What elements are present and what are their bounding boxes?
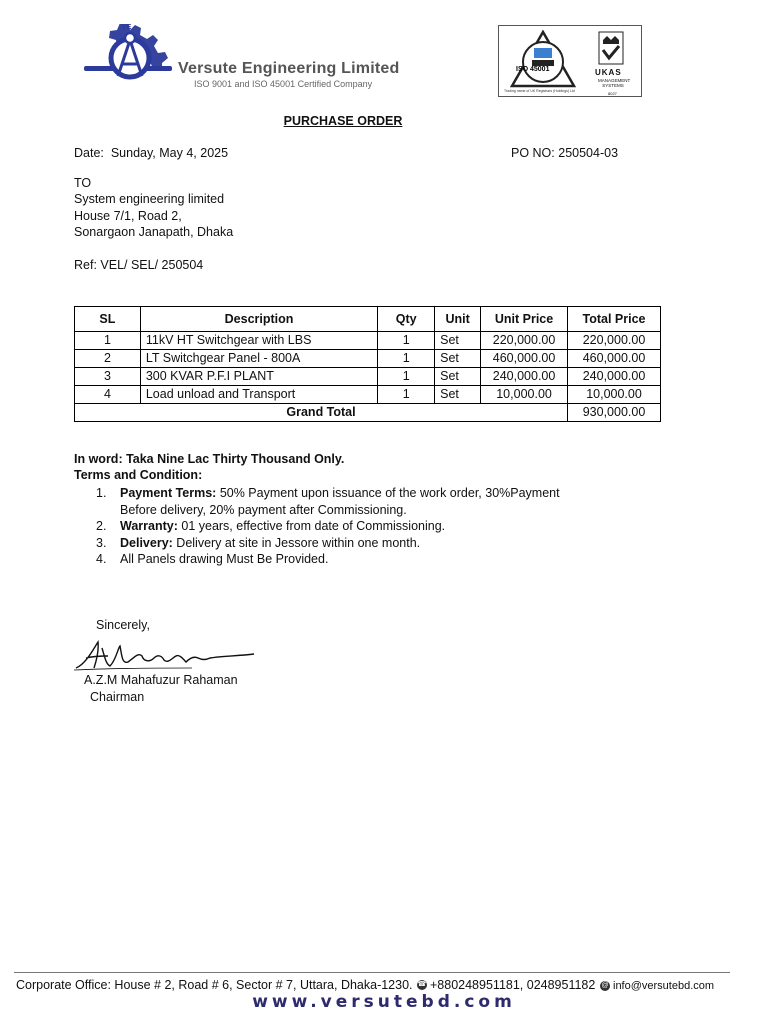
iso-label: ISO 45001	[516, 66, 550, 73]
cell-description: 300 KVAR P.F.I PLANT	[140, 368, 377, 386]
list-item	[96, 485, 596, 518]
cell-sl: 3	[75, 368, 141, 386]
term-body	[120, 551, 596, 568]
to-label: TO	[74, 176, 92, 190]
iso-fine-print: Trading name of UK Registrars (Holdings) Ltd	[504, 89, 575, 93]
term-text: 01 years, effective from date of Commissioning.	[177, 519, 446, 533]
signatory-name: A.Z.M Mahafuzur Rahaman	[84, 673, 238, 687]
ukas-subtitle: MANAGEMENT SYSTEMS	[598, 78, 631, 88]
grand-total-label: Grand Total	[75, 404, 568, 422]
cell-total-price: 240,000.00	[568, 368, 661, 386]
term-number: 4.	[96, 552, 107, 566]
footer-phone	[417, 978, 595, 992]
document-title: PURCHASE ORDER	[283, 114, 403, 128]
cell-description: 11kV HT Switchgear with LBS	[140, 332, 377, 350]
table-row	[75, 386, 661, 404]
cell-unit-price: 220,000.00	[481, 332, 568, 350]
term-body	[120, 535, 596, 552]
cell-sl: 2	[75, 350, 141, 368]
header-sl: SL	[75, 307, 141, 332]
term-body	[120, 485, 596, 518]
header-description: Description	[140, 307, 377, 332]
po-number-line	[511, 146, 618, 160]
header-unit-price: Unit Price	[481, 307, 568, 332]
cell-qty: 1	[378, 386, 435, 404]
closing: Sincerely,	[96, 618, 150, 632]
term-body	[120, 518, 596, 535]
table-row	[75, 350, 661, 368]
reference: Ref: VEL/ SEL/ 250504	[74, 258, 204, 272]
recipient-line: Sonargaon Janapath, Dhaka	[74, 225, 234, 239]
cell-unit: Set	[435, 350, 481, 368]
cell-unit: Set	[435, 368, 481, 386]
header-qty: Qty	[378, 307, 435, 332]
term-heading: Delivery:	[120, 535, 173, 550]
cell-total-price: 10,000.00	[568, 386, 661, 404]
term-heading: Warranty:	[120, 519, 178, 533]
term-number: 3.	[96, 535, 107, 550]
table-header-row	[75, 307, 661, 332]
ukas-number: 8027	[608, 91, 617, 96]
po-value: 250504-03	[558, 146, 619, 160]
term-text: All Panels drawing Must Be Provided.	[120, 552, 329, 566]
recipient-line: House 7/1, Road 2,	[74, 209, 182, 223]
list-item	[96, 518, 596, 535]
terms-list	[96, 485, 596, 568]
term-text: Delivery at site in Jessore within one month.	[172, 535, 421, 550]
cell-qty: 1	[378, 332, 435, 350]
amount-in-words: In word: Taka Nine Lac Thirty Thousand Only.	[74, 452, 345, 466]
signature-icon	[72, 638, 257, 674]
date-line	[74, 146, 228, 160]
po-label: PO NO:	[511, 146, 555, 160]
date-label: Date:	[74, 146, 104, 160]
cell-sl: 1	[75, 332, 141, 350]
term-heading: Payment Terms:	[120, 486, 217, 500]
term-number: 2.	[96, 519, 107, 533]
header-unit: Unit	[435, 307, 481, 332]
cell-description: Load unload and Transport	[140, 386, 377, 404]
cell-sl: 4	[75, 386, 141, 404]
phone-icon: ☎	[417, 981, 427, 988]
terms-title: Terms and Condition:	[74, 468, 203, 482]
footer-website: www.versutebd.com	[252, 992, 516, 1012]
footer-phone-text: +880248951181, 0248951182	[430, 978, 596, 992]
cell-unit: Set	[435, 332, 481, 350]
grand-total-row	[75, 404, 661, 422]
cell-qty: 1	[378, 350, 435, 368]
ukas-label: UKAS	[595, 68, 622, 77]
cell-description: LT Switchgear Panel - 800A	[140, 350, 377, 368]
table-row	[75, 368, 661, 386]
company-name: Versute Engineering Limited	[178, 60, 400, 77]
footer-email	[600, 980, 714, 992]
cell-total-price: 220,000.00	[568, 332, 661, 350]
footer-email-text: info@versutebd.com	[613, 980, 715, 992]
table-row	[75, 332, 661, 350]
items-table	[74, 306, 661, 422]
term-number: 1.	[96, 486, 107, 500]
date-value: Sunday, May 4, 2025	[110, 146, 229, 160]
footer-office-address: Corporate Office: House # 2, Road # 6, Sector # 7, Uttara, Dhaka-1230.	[16, 978, 413, 992]
footer-divider	[14, 972, 730, 973]
email-icon: @	[601, 982, 609, 989]
logo-letters: VE	[122, 24, 132, 31]
cell-unit: Set	[435, 386, 481, 404]
cell-total-price: 460,000.00	[568, 350, 661, 368]
term-text: 50% Payment upon issuance of the work order, 30%Payment Before delivery, 20% payment after Commissioning.	[120, 486, 560, 517]
recipient-line: System engineering limited	[74, 192, 225, 206]
header-total-price: Total Price	[568, 307, 661, 332]
cell-qty: 1	[378, 368, 435, 386]
list-item	[96, 535, 596, 552]
cell-unit-price: 460,000.00	[481, 350, 568, 368]
signatory-title: Chairman	[90, 690, 145, 704]
cell-unit-price: 10,000.00	[481, 386, 568, 404]
company-subtitle: ISO 9001 and ISO 45001 Certified Company	[194, 79, 373, 89]
iso-certification-icon	[510, 30, 576, 90]
grand-total-value: 930,000.00	[568, 404, 661, 422]
list-item	[96, 551, 596, 568]
cell-unit-price: 240,000.00	[481, 368, 568, 386]
